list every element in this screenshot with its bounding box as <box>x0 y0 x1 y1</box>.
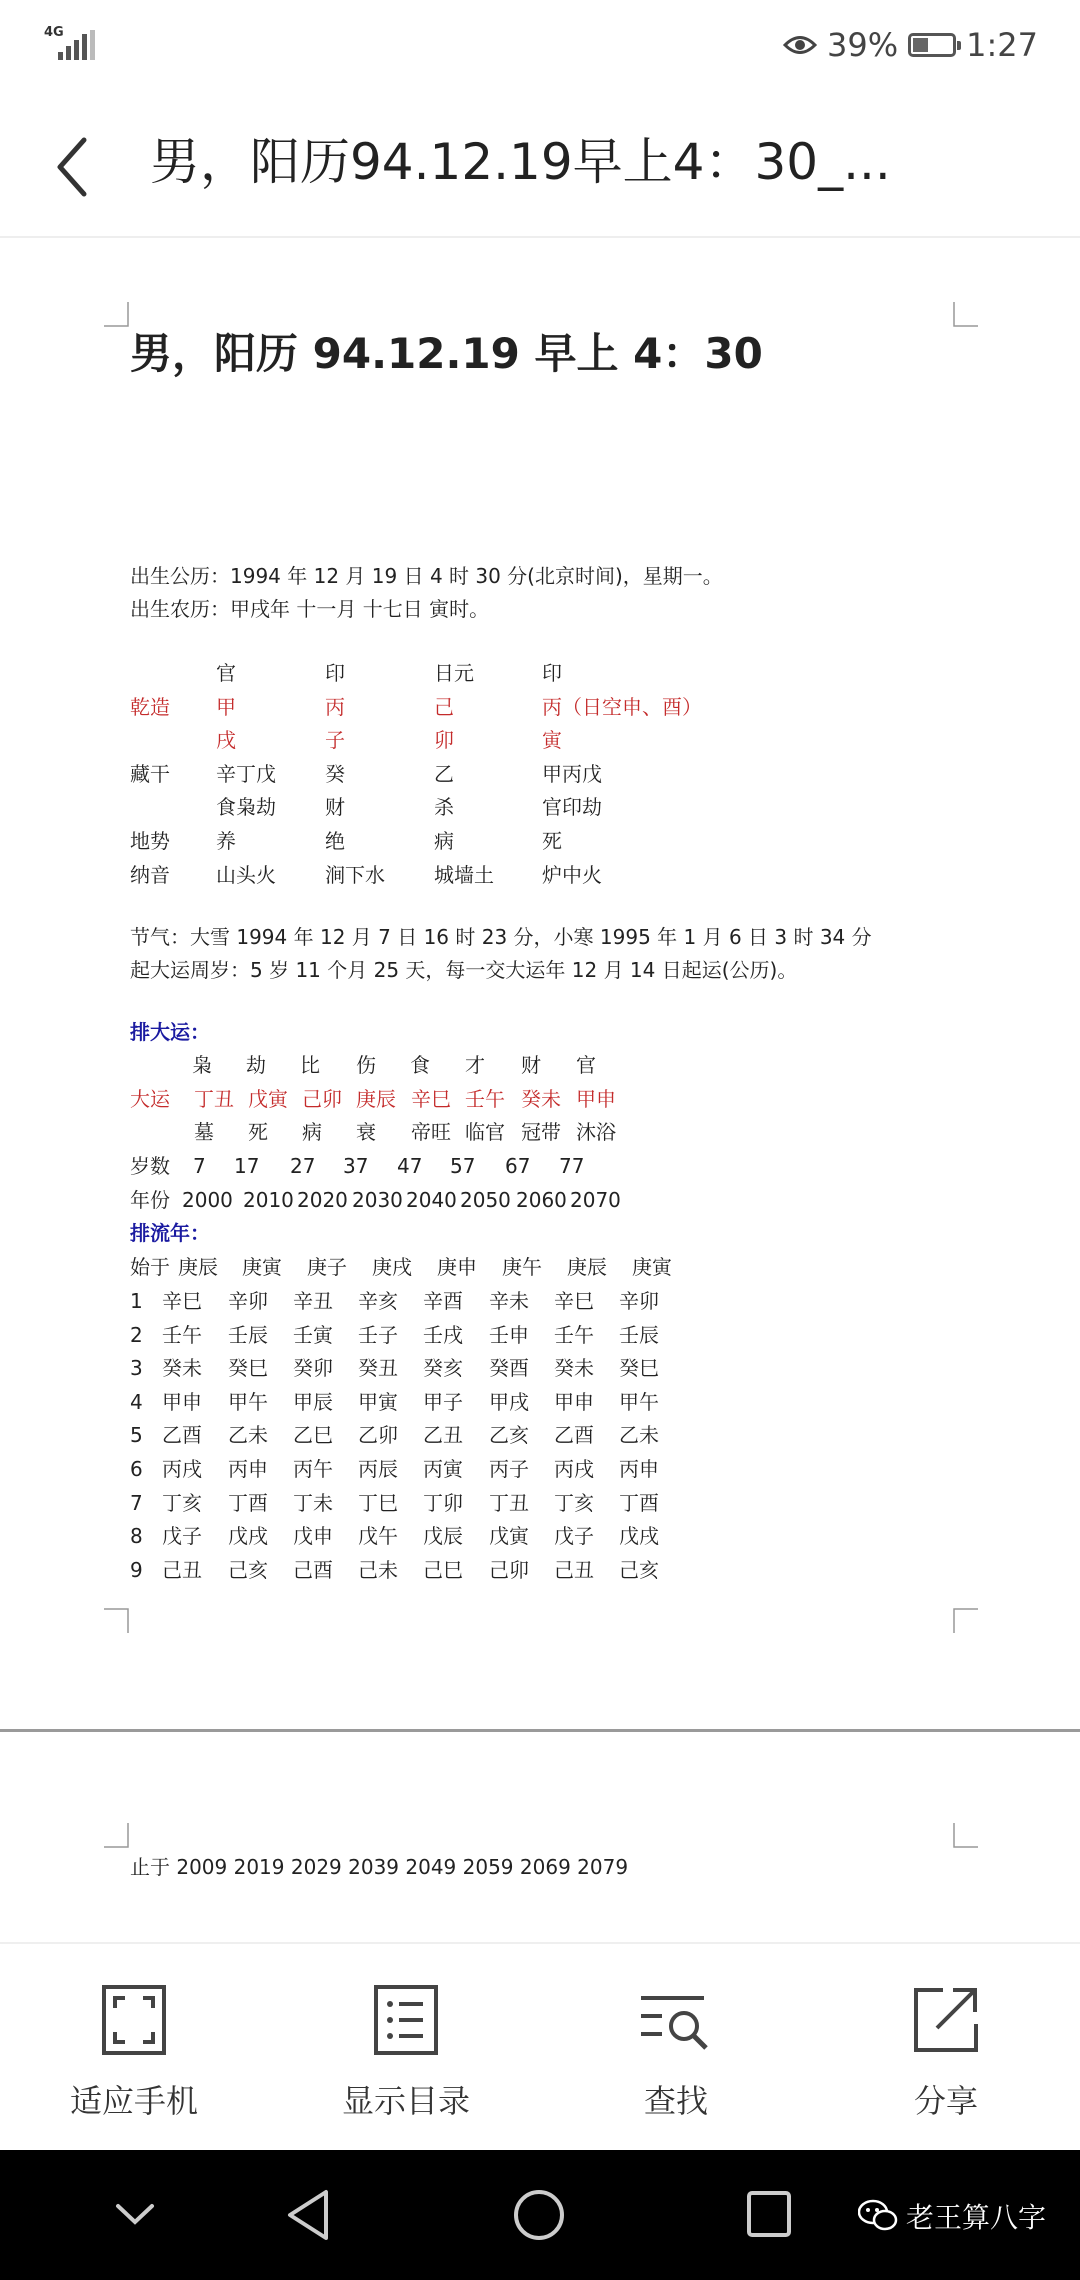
liunian-start: 庚戌 <box>372 1255 412 1279</box>
liunian-start: 庚寅 <box>242 1255 282 1279</box>
dayun-age: 7 <box>193 1154 206 1178</box>
dayun-ten-god: 财 <box>521 1053 541 1077</box>
liunian-year: 丁酉 <box>619 1490 659 1515</box>
hidden-ten-gods: 杀 <box>434 795 454 819</box>
dayun-ten-god: 食 <box>410 1053 430 1077</box>
toc-button[interactable] <box>296 1984 516 2122</box>
liunian-year: 戊寅 <box>489 1524 529 1549</box>
liunian-year: 丁丑 <box>489 1490 529 1515</box>
app-bar <box>0 90 1080 238</box>
dayun-pillar: 甲申 <box>576 1087 616 1111</box>
liunian-year: 己未 <box>358 1557 398 1582</box>
liunian-year: 丙申 <box>228 1457 268 1481</box>
ten-god-top: 日元 <box>434 661 474 685</box>
liunian-year: 甲子 <box>423 1389 463 1414</box>
table-of-contents-icon <box>373 1984 439 2056</box>
liunian-year: 壬午 <box>554 1322 594 1347</box>
birth-lunar: 出生农历：甲戌年 十一月 十七日 寅时。 <box>130 597 490 621</box>
document-page <box>0 238 1080 1732</box>
nav-recents-icon[interactable] <box>744 2188 794 2242</box>
dishi-value: 养 <box>216 829 236 853</box>
bottom-toolbar <box>0 1942 1080 2152</box>
dishi-value: 死 <box>542 829 562 853</box>
dayun-ten-god: 才 <box>465 1053 485 1077</box>
liunian-start: 庚寅 <box>632 1255 672 1279</box>
liunian-year: 戊子 <box>554 1524 594 1549</box>
liunian-year: 辛巳 <box>162 1289 202 1313</box>
dayun-age: 17 <box>234 1154 260 1178</box>
liunian-year: 壬寅 <box>293 1322 333 1347</box>
fit-screen-button[interactable] <box>24 1984 244 2122</box>
dayun-pillar: 己卯 <box>302 1087 342 1111</box>
age-label: 岁数 <box>130 1154 170 1178</box>
dayun-age: 77 <box>559 1154 585 1178</box>
dayun-changsheng: 衰 <box>356 1120 376 1144</box>
liunian-row-index: 9 <box>130 1557 143 1582</box>
liunian-year: 甲辰 <box>293 1389 333 1414</box>
page-corner-mark <box>952 302 978 328</box>
liunian-year: 戊午 <box>358 1524 398 1549</box>
liunian-row-index: 6 <box>130 1457 143 1481</box>
liunian-year: 丙申 <box>619 1457 659 1481</box>
liunian-year: 乙亥 <box>489 1423 529 1448</box>
liunian-year: 辛卯 <box>228 1289 268 1313</box>
liunian-start: 庚申 <box>437 1255 477 1279</box>
heavenly-stem: 己 <box>434 695 454 719</box>
liunian-year: 己卯 <box>489 1557 529 1582</box>
liunian-year: 丙午 <box>293 1457 333 1481</box>
dayun-ten-god: 比 <box>300 1053 320 1077</box>
liunian-row-index: 4 <box>130 1389 143 1414</box>
earthly-branch: 寅 <box>542 728 562 752</box>
liunian-year: 丁亥 <box>554 1490 594 1515</box>
liunian-year: 壬辰 <box>619 1322 659 1347</box>
dayun-pillar: 庚辰 <box>356 1087 396 1111</box>
dayun-changsheng: 墓 <box>194 1120 214 1144</box>
dayun-age: 47 <box>397 1154 423 1178</box>
nayin-value: 山头火 <box>216 863 276 887</box>
liunian-row-index: 5 <box>130 1423 143 1448</box>
ten-god-top: 印 <box>325 661 345 685</box>
liunian-year: 丙辰 <box>358 1457 398 1481</box>
liunian-row-index: 3 <box>130 1356 143 1381</box>
share-label: 分享 <box>913 2082 978 2120</box>
dayun-year: 2020 <box>297 1188 348 1212</box>
liunian-year: 癸巳 <box>619 1356 659 1381</box>
dayun-age: 67 <box>505 1154 531 1178</box>
hidden-ten-gods: 官印劫 <box>542 795 602 819</box>
liunian-year: 壬申 <box>489 1322 529 1347</box>
clock: 1:27 <box>966 26 1038 64</box>
dayun-heading: 排大运： <box>130 1020 210 1044</box>
liunian-year: 乙未 <box>228 1423 268 1448</box>
dayun-pillar: 辛巳 <box>411 1087 451 1111</box>
liunian-year: 戊子 <box>162 1524 202 1549</box>
nayin-value: 炉中火 <box>542 863 602 887</box>
dayun-year: 2060 <box>516 1188 567 1212</box>
liunian-year: 辛亥 <box>358 1289 398 1313</box>
dayun-ten-god: 官 <box>576 1053 596 1077</box>
liunian-year: 丙子 <box>489 1457 529 1481</box>
liunian-year: 甲戌 <box>489 1389 529 1414</box>
network-type: 4G <box>44 25 64 40</box>
heavenly-stem: 丙（日空申、酉） <box>542 695 702 719</box>
dayun-pillar: 戊寅 <box>248 1087 288 1111</box>
ten-god-top: 官 <box>216 661 236 685</box>
liunian-year: 乙未 <box>619 1423 659 1448</box>
share-icon <box>913 1984 979 2056</box>
dayun-ten-god: 劫 <box>246 1053 266 1077</box>
nav-back-icon[interactable] <box>284 2188 334 2242</box>
share-button[interactable] <box>836 1984 1056 2122</box>
liunian-year: 辛丑 <box>293 1289 333 1313</box>
nayin-value: 城墙土 <box>434 863 494 887</box>
dayun-pillar: 癸未 <box>521 1087 561 1111</box>
liunian-year: 乙酉 <box>162 1423 202 1448</box>
dayun-changsheng: 死 <box>248 1120 268 1144</box>
liunian-year: 戊戌 <box>228 1524 268 1549</box>
doc-heading: 男，阳历 94.12.19 早上 4：30 <box>130 329 763 378</box>
dayun-pillar: 丁丑 <box>194 1087 234 1111</box>
liunian-row-index: 8 <box>130 1524 143 1549</box>
document-page-2 <box>0 1732 1080 1942</box>
dayun-changsheng: 冠带 <box>521 1120 561 1144</box>
dayun-year: 2030 <box>352 1188 403 1212</box>
watermark <box>858 2196 1046 2236</box>
liunian-year: 丁巳 <box>358 1490 398 1515</box>
watermark-text: 老王算八字 <box>905 2201 1046 2234</box>
dayun-age: 37 <box>343 1154 369 1178</box>
liunian-year: 癸亥 <box>423 1356 463 1381</box>
year-label: 年份 <box>130 1188 170 1212</box>
liunian-row-index: 2 <box>130 1322 143 1347</box>
page-corner-mark <box>952 1607 978 1633</box>
signal-icon <box>44 26 96 60</box>
nav-home-icon[interactable] <box>512 2188 566 2242</box>
liunian-year: 戊戌 <box>619 1524 659 1549</box>
liunian-year: 戊申 <box>293 1524 333 1549</box>
liunian-year: 癸未 <box>554 1356 594 1381</box>
liunian-start: 庚辰 <box>178 1255 218 1279</box>
earthly-branch: 戌 <box>216 728 236 752</box>
liunian-year: 乙丑 <box>423 1423 463 1448</box>
liunian-year: 丙戌 <box>162 1457 202 1481</box>
liunian-year: 癸丑 <box>358 1356 398 1381</box>
dayun-changsheng: 沐浴 <box>576 1120 616 1144</box>
eye-comfort-icon <box>783 34 817 56</box>
page-corner-mark <box>104 1607 130 1633</box>
liunian-start-label: 始于 <box>130 1255 170 1279</box>
liunian-year: 甲寅 <box>358 1389 398 1414</box>
liunian-year: 壬辰 <box>228 1322 268 1347</box>
chevron-down-icon[interactable] <box>112 2188 158 2238</box>
liunian-year: 辛酉 <box>423 1289 463 1313</box>
dishi-value: 病 <box>434 829 454 853</box>
hidden-ten-gods: 财 <box>325 795 345 819</box>
liunian-row-index: 1 <box>130 1289 143 1313</box>
liunian-year: 癸未 <box>162 1356 202 1381</box>
liunian-year: 甲申 <box>554 1389 594 1414</box>
liunian-year: 辛未 <box>489 1289 529 1313</box>
liunian-year: 己巳 <box>423 1557 463 1582</box>
liunian-year: 戊辰 <box>423 1524 463 1549</box>
dayun-changsheng: 帝旺 <box>411 1120 451 1144</box>
find-button[interactable] <box>566 1984 786 2122</box>
liunian-year: 乙酉 <box>554 1423 594 1448</box>
canggan-label: 藏干 <box>130 762 170 786</box>
liunian-year: 壬戌 <box>423 1322 463 1347</box>
liunian-year: 乙巳 <box>293 1423 333 1448</box>
hidden-stems: 乙 <box>434 762 454 786</box>
dayun-label: 大运 <box>130 1087 170 1111</box>
earthly-branch: 卯 <box>434 728 454 752</box>
dayun-year: 2000 <box>182 1188 233 1212</box>
nayin-label: 纳音 <box>130 863 170 887</box>
wechat-icon <box>858 2199 898 2233</box>
liunian-year: 癸卯 <box>293 1356 333 1381</box>
dayun-ten-god: 枭 <box>192 1053 212 1077</box>
heavenly-stem: 丙 <box>325 695 345 719</box>
liunian-heading: 排流年： <box>130 1221 210 1245</box>
heavenly-stem: 甲 <box>216 695 236 719</box>
liunian-start: 庚午 <box>502 1255 542 1279</box>
liunian-start: 庚辰 <box>567 1255 607 1279</box>
hidden-ten-gods: 食枭劫 <box>216 795 276 819</box>
liunian-year: 己丑 <box>554 1557 594 1582</box>
end-years-line: 止于 2009 2019 2029 2039 2049 2059 2069 2079 <box>130 1855 629 1879</box>
liunian-year: 甲申 <box>162 1389 202 1414</box>
birth-solar: 出生公历：1994 年 12 月 19 日 4 时 30 分(北京时间)，星期一。 <box>130 564 723 588</box>
dayun-year: 2010 <box>243 1188 294 1212</box>
toc-label: 显示目录 <box>341 2082 470 2120</box>
search-icon <box>638 1984 714 2056</box>
page-corner-mark <box>952 1823 978 1849</box>
liunian-year: 丙戌 <box>554 1457 594 1481</box>
dayun-year: 2050 <box>460 1188 511 1212</box>
dayun-age: 27 <box>290 1154 316 1178</box>
liunian-year: 癸巳 <box>228 1356 268 1381</box>
liunian-year: 丁未 <box>293 1490 333 1515</box>
dayun-pillar: 壬午 <box>465 1087 505 1111</box>
liunian-year: 己酉 <box>293 1557 333 1582</box>
dayun-changsheng: 临官 <box>465 1120 505 1144</box>
dayun-ten-god: 伤 <box>356 1053 376 1077</box>
ten-god-top: 印 <box>542 661 562 685</box>
liunian-year: 己丑 <box>162 1557 202 1582</box>
liunian-year: 乙卯 <box>358 1423 398 1448</box>
liunian-year: 甲午 <box>228 1389 268 1414</box>
liunian-year: 己亥 <box>619 1557 659 1582</box>
back-arrow-icon[interactable] <box>48 132 98 202</box>
liunian-row-index: 7 <box>130 1490 143 1515</box>
hidden-stems: 癸 <box>325 762 345 786</box>
battery-icon <box>908 33 956 57</box>
dayun-year: 2070 <box>570 1188 621 1212</box>
dishi-label: 地势 <box>130 829 170 853</box>
liunian-year: 壬子 <box>358 1322 398 1347</box>
dayun-year: 2040 <box>406 1188 457 1212</box>
system-nav-bar <box>0 2150 1080 2280</box>
liunian-year: 辛卯 <box>619 1289 659 1313</box>
hidden-stems: 甲丙戊 <box>542 762 602 786</box>
page-corner-mark <box>104 1823 130 1849</box>
dayun-age: 57 <box>450 1154 476 1178</box>
earthly-branch: 子 <box>325 728 345 752</box>
liunian-start: 庚子 <box>307 1255 347 1279</box>
jieqi-line: 节气：大雪 1994 年 12 月 7 日 16 时 23 分，小寒 1995 年 1 月 6 日 3 时 34 分 <box>130 925 872 949</box>
dayun-changsheng: 病 <box>302 1120 322 1144</box>
liunian-year: 丁卯 <box>423 1490 463 1515</box>
hidden-stems: 辛丁戊 <box>216 762 276 786</box>
document-title: 男，阳历94.12.19早上4：30_... <box>150 133 891 191</box>
qiyun-line: 起大运周岁：5 岁 11 个月 25 天，每一交大运年 12 月 14 日起运(公历)。 <box>130 958 798 982</box>
liunian-year: 壬午 <box>162 1322 202 1347</box>
battery-percent: 39% <box>827 26 899 64</box>
liunian-year: 丙寅 <box>423 1457 463 1481</box>
liunian-year: 癸酉 <box>489 1356 529 1381</box>
dishi-value: 绝 <box>325 829 345 853</box>
find-label: 查找 <box>643 2082 708 2120</box>
status-bar <box>0 0 1080 90</box>
liunian-year: 丁亥 <box>162 1490 202 1515</box>
page-corner-mark <box>104 302 130 328</box>
liunian-year: 己亥 <box>228 1557 268 1582</box>
fit-screen-icon <box>101 1984 167 2056</box>
liunian-year: 甲午 <box>619 1389 659 1414</box>
liunian-year: 丁酉 <box>228 1490 268 1515</box>
qianzao-label: 乾造 <box>130 695 170 719</box>
liunian-year: 辛巳 <box>554 1289 594 1313</box>
fit-screen-label: 适应手机 <box>69 2082 198 2120</box>
nayin-value: 涧下水 <box>325 863 385 887</box>
